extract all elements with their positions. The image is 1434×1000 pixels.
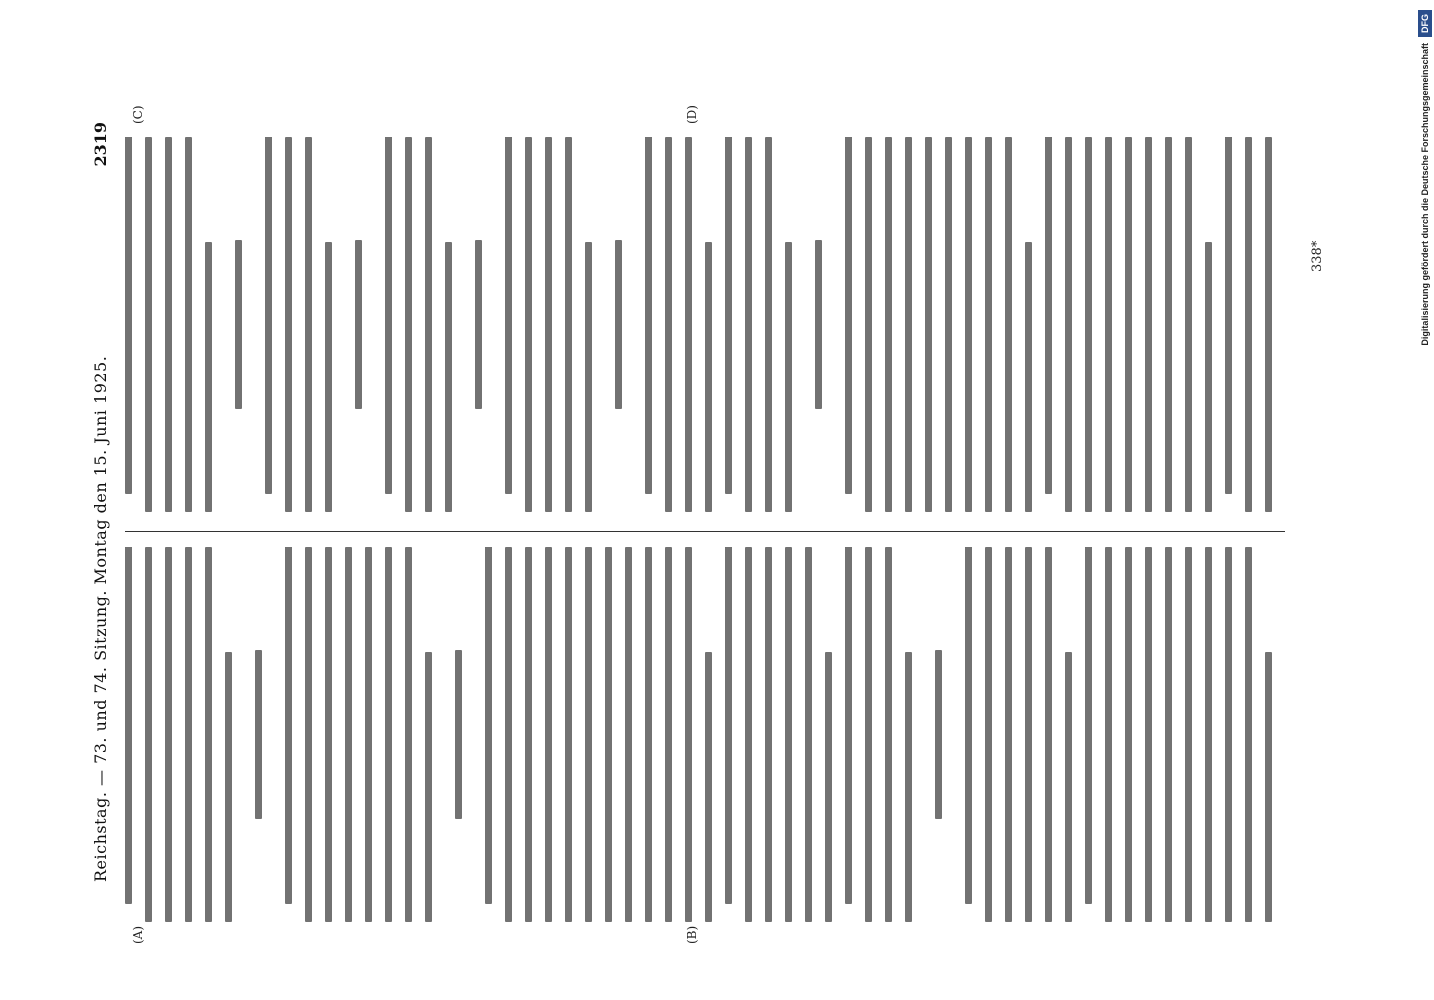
- text-line: [865, 547, 872, 922]
- paragraph-gap: [955, 547, 965, 922]
- paragraph-gap: [445, 547, 455, 922]
- text-line: [805, 547, 812, 922]
- text-line: [505, 547, 512, 922]
- text-line: [255, 650, 262, 819]
- text-line: [425, 652, 432, 922]
- text-line: [545, 547, 552, 922]
- text-line: [165, 137, 172, 512]
- text-line: [1145, 547, 1152, 922]
- text-line: [445, 242, 452, 512]
- paragraph-gap: [245, 547, 255, 922]
- paragraph-gap: [255, 137, 265, 512]
- text-line: [305, 137, 312, 512]
- text-line: [1145, 137, 1152, 512]
- text-line: [1085, 137, 1092, 512]
- text-line: [905, 652, 912, 922]
- text-line: [525, 137, 532, 512]
- text-line: [1185, 547, 1192, 922]
- text-column-left: [125, 547, 1285, 922]
- paragraph-gap: [635, 137, 645, 512]
- text-line: [125, 547, 132, 904]
- text-line: [1085, 547, 1092, 904]
- text-line: [235, 240, 242, 409]
- text-line: [765, 137, 772, 512]
- text-line: [165, 547, 172, 922]
- text-line: [1245, 547, 1252, 922]
- text-line: [265, 137, 272, 494]
- text-line: [385, 137, 392, 494]
- text-line: [205, 547, 212, 922]
- paragraph-gap: [835, 137, 845, 512]
- text-line: [1105, 547, 1112, 922]
- text-line: [615, 240, 622, 409]
- page-number: 2319: [91, 122, 110, 167]
- paragraph-gap: [345, 137, 355, 512]
- text-line: [345, 547, 352, 922]
- text-line: [885, 137, 892, 512]
- margin-letter-b: (B): [685, 925, 699, 944]
- text-line: [1225, 547, 1232, 922]
- text-line: [645, 137, 652, 494]
- text-line: [1205, 242, 1212, 512]
- text-line: [385, 547, 392, 922]
- text-line: [705, 242, 712, 512]
- text-line: [405, 137, 412, 512]
- text-line: [1165, 547, 1172, 922]
- text-line: [945, 137, 952, 512]
- text-line: [565, 547, 572, 922]
- text-line: [1025, 242, 1032, 512]
- text-line: [485, 547, 492, 904]
- text-line: [1225, 137, 1232, 494]
- text-line: [1025, 547, 1032, 922]
- paragraph-gap: [475, 547, 485, 922]
- paragraph-gap: [375, 137, 385, 512]
- text-line: [935, 650, 942, 819]
- text-line: [925, 137, 932, 512]
- text-line: [565, 137, 572, 512]
- text-line: [1125, 137, 1132, 512]
- text-line: [845, 137, 852, 494]
- text-line: [455, 650, 462, 819]
- text-line: [985, 137, 992, 512]
- text-line: [865, 137, 872, 512]
- digitization-credit: [1418, 10, 1432, 990]
- text-line: [185, 547, 192, 922]
- text-line: [1265, 652, 1272, 922]
- text-line: [145, 137, 152, 512]
- text-line: [1045, 547, 1052, 922]
- text-line: [425, 137, 432, 512]
- text-line: [355, 240, 362, 409]
- text-line: [145, 547, 152, 922]
- text-line: [785, 547, 792, 922]
- text-line: [125, 137, 132, 494]
- text-line: [1045, 137, 1052, 494]
- text-line: [475, 240, 482, 409]
- margin-letter-c: (C): [131, 105, 145, 124]
- text-line: [665, 137, 672, 512]
- paragraph-gap: [225, 137, 235, 512]
- text-line: [625, 547, 632, 922]
- column-divider: [125, 531, 1285, 532]
- text-line: [1245, 137, 1252, 512]
- text-line: [525, 547, 532, 922]
- text-line: [1185, 137, 1192, 512]
- margin-letter-d: (D): [685, 105, 699, 124]
- text-line: [325, 547, 332, 922]
- text-line: [1125, 547, 1132, 922]
- text-line: [725, 547, 732, 904]
- text-line: [1065, 652, 1072, 922]
- text-line: [545, 137, 552, 512]
- text-line: [785, 242, 792, 512]
- page-header: [85, 92, 119, 952]
- text-line: [1205, 547, 1212, 922]
- paragraph-gap: [275, 547, 285, 922]
- paragraph-gap: [465, 137, 475, 512]
- text-line: [705, 652, 712, 922]
- text-line: [965, 137, 972, 512]
- text-line: [185, 137, 192, 512]
- text-line: [985, 547, 992, 922]
- text-line: [685, 137, 692, 512]
- paragraph-gap: [495, 137, 505, 512]
- text-line: [815, 240, 822, 409]
- paragraph-gap: [925, 547, 935, 922]
- text-line: [505, 137, 512, 494]
- paragraph-gap: [805, 137, 815, 512]
- text-line: [725, 137, 732, 494]
- text-column-right: [125, 137, 1285, 512]
- credit-text: Digitalisierung gefördert durch die Deutsche Forschungsgemeinschaft: [1420, 43, 1430, 346]
- text-line: [1005, 137, 1012, 512]
- text-line: [205, 242, 212, 512]
- text-line: [665, 547, 672, 922]
- text-line: [1005, 547, 1012, 922]
- text-line: [585, 547, 592, 922]
- text-line: [745, 137, 752, 512]
- text-line: [905, 137, 912, 512]
- text-line: [325, 242, 332, 512]
- paragraph-gap: [605, 137, 615, 512]
- text-line: [645, 547, 652, 922]
- text-line: [305, 547, 312, 922]
- text-line: [225, 652, 232, 922]
- text-line: [685, 547, 692, 922]
- dfg-logo: DFG: [1418, 10, 1432, 37]
- text-line: [285, 547, 292, 904]
- text-line: [1265, 137, 1272, 512]
- text-line: [825, 652, 832, 922]
- text-line: [745, 547, 752, 922]
- text-line: [1165, 137, 1172, 512]
- text-line: [885, 547, 892, 922]
- text-line: [365, 547, 372, 922]
- text-line: [965, 547, 972, 904]
- signature-mark: 338*: [1310, 240, 1325, 272]
- text-line: [605, 547, 612, 922]
- text-line: [1105, 137, 1112, 512]
- scanned-page: [85, 92, 1385, 952]
- text-line: [765, 547, 772, 922]
- text-line: [405, 547, 412, 922]
- text-line: [845, 547, 852, 904]
- margin-letter-a: (A): [131, 925, 145, 944]
- text-line: [1065, 137, 1072, 512]
- text-line: [285, 137, 292, 512]
- running-title: Reichstag. — 73. und 74. Sitzung. Montag den 15. Juni 1925.: [91, 355, 110, 882]
- text-line: [585, 242, 592, 512]
